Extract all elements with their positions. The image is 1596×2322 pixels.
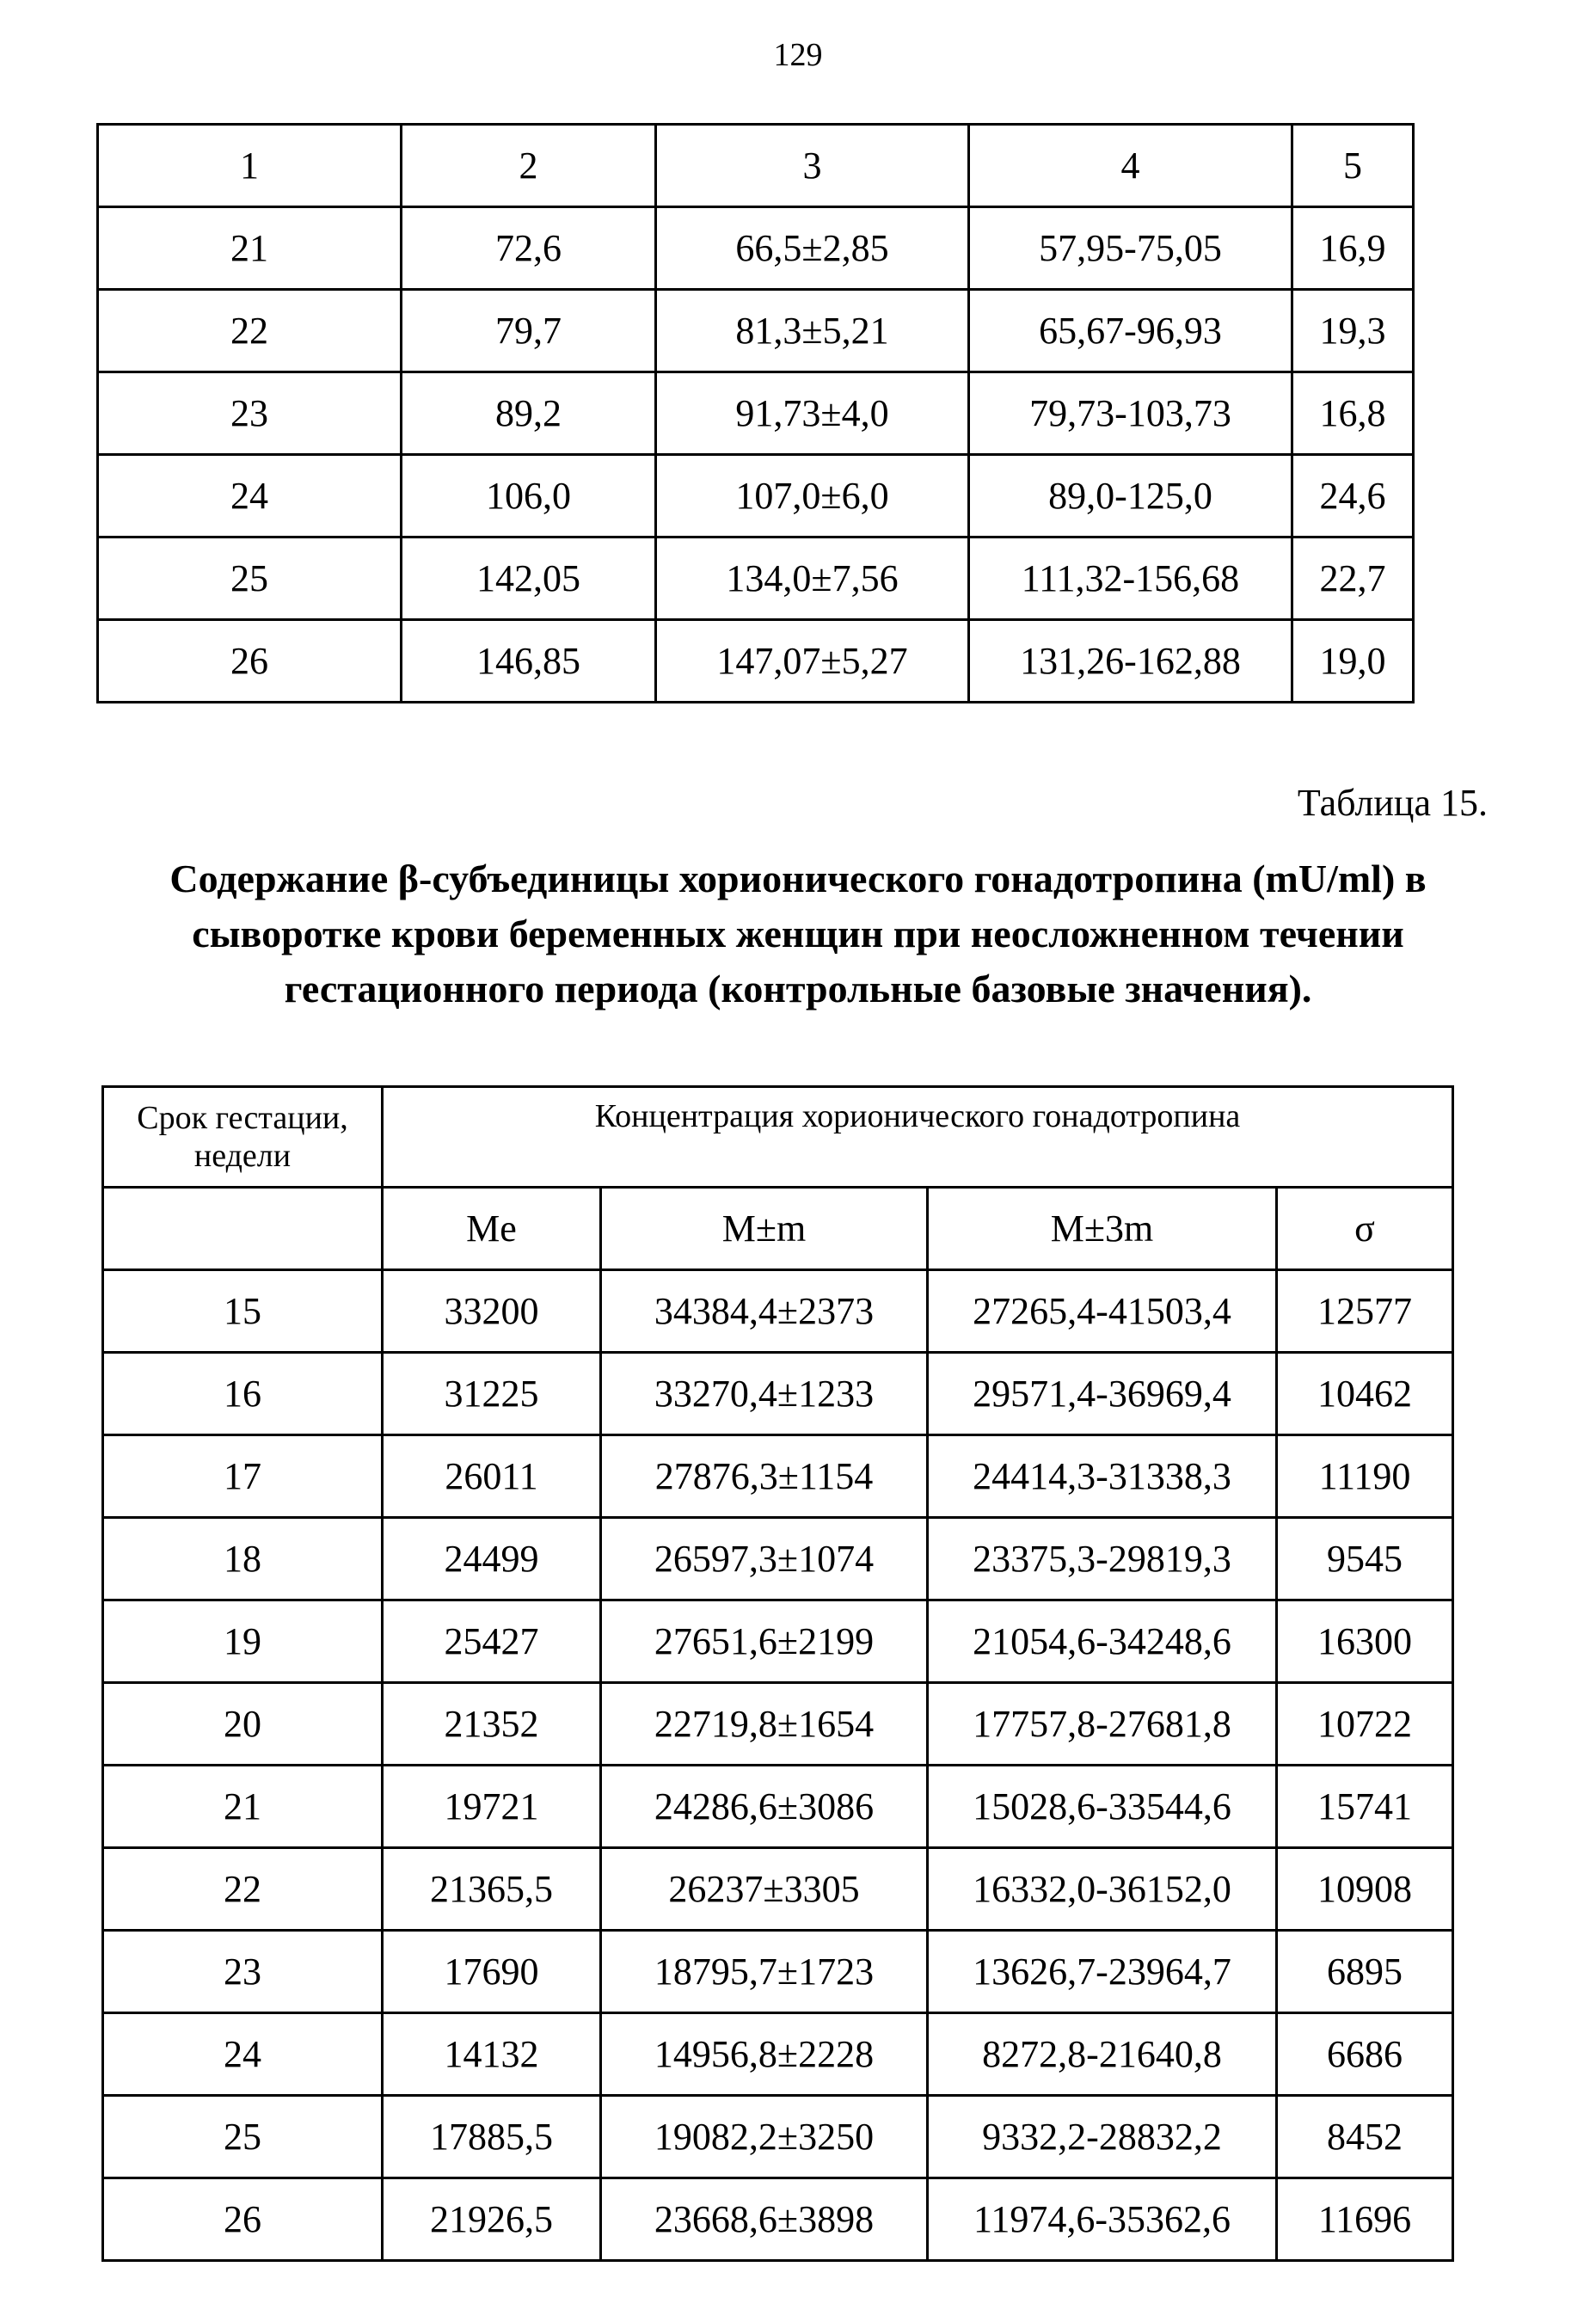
table-cell: 25427: [383, 1600, 601, 1683]
table-row: [103, 1518, 1453, 1600]
table-cell: 11190: [1277, 1435, 1453, 1518]
subheader-row: [103, 1188, 1453, 1270]
table-cell: 34384,4±2373: [601, 1270, 928, 1353]
table-cell: 91,73±4,0: [656, 372, 969, 455]
table-cell: 13626,7-23964,7: [928, 1931, 1277, 2013]
table-row: [103, 1270, 1453, 1353]
table-cell: 79,73-103,73: [969, 372, 1292, 455]
table-cell: 26: [98, 620, 402, 703]
column-number-cell: 2: [402, 125, 656, 207]
table-cell: 27265,4-41503,4: [928, 1270, 1277, 1353]
subheader-me: Me: [383, 1188, 601, 1270]
table-cell: 11974,6-35362,6: [928, 2178, 1277, 2261]
table-row: [98, 290, 1414, 372]
table-cell: 24286,6±3086: [601, 1766, 928, 1848]
table-cell: 147,07±5,27: [656, 620, 969, 703]
table-cell: 17757,8-27681,8: [928, 1683, 1277, 1766]
table-cell: 134,0±7,56: [656, 538, 969, 620]
table-cell: 26597,3±1074: [601, 1518, 928, 1600]
table-cell: 23668,6±3898: [601, 2178, 928, 2261]
table-cell: 19082,2±3250: [601, 2096, 928, 2178]
page-number: 129: [773, 37, 823, 73]
table-cell: 19,3: [1292, 290, 1414, 372]
table-row: [103, 2178, 1453, 2261]
table-cell: 15741: [1277, 1766, 1453, 1848]
table-cell: 111,32-156,68: [969, 538, 1292, 620]
table-cell: 107,0±6,0: [656, 455, 969, 538]
table-cell: 18: [103, 1518, 383, 1600]
table-cell: 31225: [383, 1353, 601, 1435]
table-row: [103, 1435, 1453, 1518]
table-cell: 25: [98, 538, 402, 620]
table-cell: 14132: [383, 2013, 601, 2096]
table-number-label: Таблица 15.: [1297, 782, 1488, 824]
table-cell: 9332,2-28832,2: [928, 2096, 1277, 2178]
table-cell: 14956,8±2228: [601, 2013, 928, 2096]
table-row: [98, 620, 1414, 703]
table-cell: 18795,7±1723: [601, 1931, 928, 2013]
table-cell: 10722: [1277, 1683, 1453, 1766]
column-number-cell: 4: [969, 125, 1292, 207]
table-cell: 9545: [1277, 1518, 1453, 1600]
table-row: [103, 1931, 1453, 2013]
table-title: Содержание β-субъединицы хорионического гонадотропина (mU/ml) в сыворотке крови беременных женщин при неосложненном течении гестационного периода (контрольные базовые значения).: [169, 857, 1427, 1010]
table-row: [103, 1600, 1453, 1683]
table-cell: 81,3±5,21: [656, 290, 969, 372]
table-cell: 23: [98, 372, 402, 455]
table-cell: 22,7: [1292, 538, 1414, 620]
table-cell: 21926,5: [383, 2178, 601, 2261]
table-cell: 29571,4-36969,4: [928, 1353, 1277, 1435]
table-cell: 19,0: [1292, 620, 1414, 703]
table-cell: 24: [98, 455, 402, 538]
header-row: [98, 125, 1414, 207]
table-cell: 15: [103, 1270, 383, 1353]
column-number-cell: 5: [1292, 125, 1414, 207]
table-cell: 6686: [1277, 2013, 1453, 2096]
table-cell: 16300: [1277, 1600, 1453, 1683]
table-cell: 17690: [383, 1931, 601, 2013]
header-gestation: Срок гестации, недели: [103, 1087, 383, 1188]
table-cell: 21054,6-34248,6: [928, 1600, 1277, 1683]
table-cell: 26011: [383, 1435, 601, 1518]
table-cell: 57,95-75,05: [969, 207, 1292, 290]
table-cell: 65,67-96,93: [969, 290, 1292, 372]
table-cell: 33200: [383, 1270, 601, 1353]
table-cell: 16: [103, 1353, 383, 1435]
table-cell: 6895: [1277, 1931, 1453, 2013]
table-row: [103, 1766, 1453, 1848]
table-row: [103, 1353, 1453, 1435]
table-cell: 79,7: [402, 290, 656, 372]
table-row: [103, 1683, 1453, 1766]
header-concentration: Концентрация хорионического гонадотропина: [383, 1087, 1453, 1188]
table-row: [103, 2096, 1453, 2178]
continued-table: [96, 123, 1415, 703]
table-cell: 24414,3-31338,3: [928, 1435, 1277, 1518]
table-cell: 21: [103, 1766, 383, 1848]
header-row: [103, 1087, 1453, 1188]
table-cell: 10462: [1277, 1353, 1453, 1435]
table-cell: 10908: [1277, 1848, 1453, 1931]
table-cell: 27876,3±1154: [601, 1435, 928, 1518]
table-row: [98, 538, 1414, 620]
table-cell: 27651,6±2199: [601, 1600, 928, 1683]
subheader-empty: [103, 1188, 383, 1270]
table-cell: 8452: [1277, 2096, 1453, 2178]
table-cell: 8272,8-21640,8: [928, 2013, 1277, 2096]
table-cell: 17: [103, 1435, 383, 1518]
table-cell: 12577: [1277, 1270, 1453, 1353]
table-cell: 19: [103, 1600, 383, 1683]
table-cell: 23375,3-29819,3: [928, 1518, 1277, 1600]
table-row: [98, 372, 1414, 455]
table-cell: 89,2: [402, 372, 656, 455]
table-cell: 24: [103, 2013, 383, 2096]
table-cell: 146,85: [402, 620, 656, 703]
table-cell: 20: [103, 1683, 383, 1766]
table-cell: 106,0: [402, 455, 656, 538]
table-cell: 22719,8±1654: [601, 1683, 928, 1766]
subheader-sigma: σ: [1277, 1188, 1453, 1270]
table-cell: 25: [103, 2096, 383, 2178]
table-cell: 26237±3305: [601, 1848, 928, 1931]
table-cell: 15028,6-33544,6: [928, 1766, 1277, 1848]
subheader-m-pm-m: M±m: [601, 1188, 928, 1270]
table-cell: 33270,4±1233: [601, 1353, 928, 1435]
table-cell: 16332,0-36152,0: [928, 1848, 1277, 1931]
table-cell: 89,0-125,0: [969, 455, 1292, 538]
subheader-m-pm-3m: M±3m: [928, 1188, 1277, 1270]
table-cell: 24499: [383, 1518, 601, 1600]
table-cell: 22: [98, 290, 402, 372]
table-cell: 22: [103, 1848, 383, 1931]
table-cell: 21: [98, 207, 402, 290]
table-cell: 17885,5: [383, 2096, 601, 2178]
column-number-cell: 3: [656, 125, 969, 207]
table-cell: 21352: [383, 1683, 601, 1766]
table-cell: 21365,5: [383, 1848, 601, 1931]
table-cell: 142,05: [402, 538, 656, 620]
table-cell: 16,8: [1292, 372, 1414, 455]
table-cell: 72,6: [402, 207, 656, 290]
table-row: [103, 2013, 1453, 2096]
table-cell: 19721: [383, 1766, 601, 1848]
table-cell: 66,5±2,85: [656, 207, 969, 290]
table-row: [98, 455, 1414, 538]
table-row: [103, 1848, 1453, 1931]
table-cell: 23: [103, 1931, 383, 2013]
table-cell: 16,9: [1292, 207, 1414, 290]
table-cell: 26: [103, 2178, 383, 2261]
table-cell: 131,26-162,88: [969, 620, 1292, 703]
table-cell: 11696: [1277, 2178, 1453, 2261]
table-15: [101, 1085, 1454, 2262]
column-number-cell: 1: [98, 125, 402, 207]
table-cell: 24,6: [1292, 455, 1414, 538]
table-row: [98, 207, 1414, 290]
